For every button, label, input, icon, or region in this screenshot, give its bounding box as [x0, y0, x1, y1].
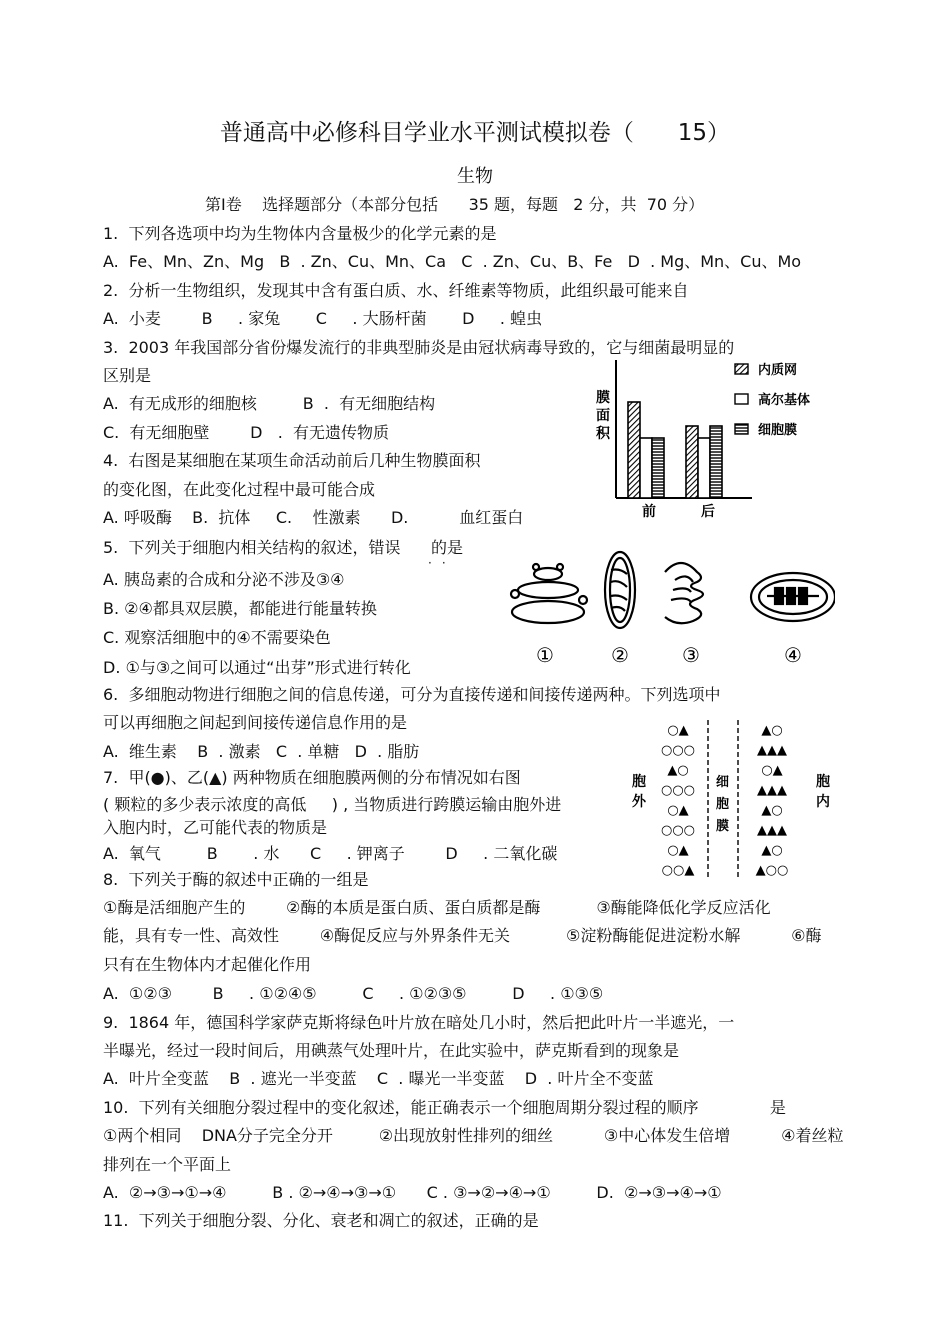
page-title: 普通高中必修科目学业水平测试模拟卷（ 15）: [219, 120, 731, 146]
label-membrane-char-1: 细: [716, 775, 730, 790]
question-4-stem: 4. 右图是某细胞在某项生命活动前后几种生物膜面积: [103, 451, 481, 470]
question-1-stem: 1. 下列各选项中均为生物体内含量极少的化学元素的是: [103, 224, 497, 243]
outside-particle-row: ○○▲: [661, 863, 695, 878]
question-7-stem-cont2: 入胞内时，乙可能代表的物质是: [103, 818, 328, 837]
subject-heading: 生物: [457, 166, 493, 187]
membrane-distribution-diagram: [622, 716, 834, 884]
question-8-item-line1: ①酶是活细胞产生的 ②酶的本质是蛋白质、蛋白质都是酶 ③酶能降低化学反应活化: [103, 898, 771, 917]
organelle-diagram: [505, 542, 835, 670]
label-inside-char-2: 内: [816, 794, 830, 810]
inside-particle-row: ▲▲▲: [757, 743, 787, 758]
bar-er-after: [686, 426, 698, 498]
question-9-options: A. 叶片全变蓝 B . 遮光一半变蓝 C . 曝光一半变蓝 D . 叶片全不变蓝: [103, 1069, 654, 1088]
question-7-stem-cont: ( 颗粒的多少表示浓度的高低 ) , 当物质进行跨膜运输由胞外进: [103, 795, 562, 814]
chart-ylabel-char-3: 积: [596, 426, 610, 442]
question-11-stem: 11. 下列关于细胞分裂、分化、衰老和凋亡的叙述，正确的是: [103, 1211, 539, 1230]
question-1-options: A. Fe、Mn、Zn、Mg B . Zn、Cu、Mn、Ca C . Zn、Cu、B、Fe D . Mg、Mn、Cu、Mo: [103, 252, 802, 271]
legend-swatch-golgi: [735, 394, 748, 404]
label-outside-char-2: 外: [632, 794, 646, 810]
inside-particle-row: ▲▲▲: [757, 823, 787, 838]
label-outside-char-1: 胞: [632, 774, 646, 790]
question-8-options: A. ①②③ B . ①②④⑤ C . ①②③⑤ D . ①③⑤: [103, 984, 604, 1003]
inside-particle-row: ▲○: [761, 803, 783, 818]
question-5-stem: 5. 下列关于细胞内相关结构的叙述，错误 的是: [103, 538, 463, 557]
question-4-stem-cont: 的变化图，在此变化过程中最可能合成: [103, 480, 376, 499]
bar-er-before: [628, 402, 640, 498]
outside-particle-row: ▲○: [667, 763, 689, 778]
question-5-option-d: D. ①与③之间可以通过“出芽”形式进行转化: [103, 658, 411, 677]
question-3-stem: 3. 2003 年我国部分省份爆发流行的非典型肺炎是由冠状病毒导致的，它与细菌最明显的: [103, 338, 735, 357]
inside-particle-row: ▲○○: [755, 863, 789, 878]
organelle-2-mitochondrion-icon: [605, 552, 635, 628]
inside-particle-row: ○▲: [761, 763, 783, 778]
organelle-1-golgi-icon: [511, 564, 587, 623]
membrane-area-bar-chart: [580, 352, 840, 524]
organelle-label-3: ③: [682, 643, 700, 667]
legend-label-er: 内质网: [758, 363, 798, 378]
question-5-option-c: C. 观察活细胞中的④不需要染色: [103, 628, 331, 647]
chart-category-label-after: 后: [701, 504, 715, 520]
bar-plasma-membrane-after: [710, 426, 722, 498]
legend-label-golgi: 高尔基体: [758, 393, 811, 408]
bar-golgi-before: [640, 438, 652, 498]
outside-particle-row: ○○○: [660, 823, 696, 838]
organelle-4-chloroplast-icon: [751, 573, 835, 621]
question-5-option-b: B. ②④都具双层膜，都能进行能量转换: [103, 599, 377, 618]
chart-bars: [628, 402, 722, 498]
question-6-stem: 6. 多细胞动物进行细胞之间的信息传递，可分为直接传递和间接传递两种。下列选项中: [103, 685, 721, 704]
question-8-stem: 8. 下列关于酶的叙述中正确的一组是: [103, 870, 369, 889]
question-2-stem: 2. 分析一生物组织，发现其中含有蛋白质、水、纤维素等物质，此组织最可能来自: [103, 281, 689, 300]
question-2-options: A. 小麦 B . 家兔 C . 大肠杆菌 D . 蝗虫: [103, 309, 543, 328]
outside-particles: [661, 723, 695, 878]
label-inside-char-1: 胞: [816, 774, 830, 790]
question-10-items-cont: 排列在一个平面上: [103, 1155, 232, 1174]
question-3-stem-cont: 区别是: [103, 366, 152, 385]
inside-particles: [756, 723, 789, 878]
question-7-options: A. 氧气 B . 水 C . 钾离子 D . 二氧化碳: [103, 844, 558, 863]
label-membrane-char-3: 膜: [716, 819, 730, 834]
emphasis-dots: ··: [428, 556, 456, 570]
organelle-label-1: ①: [536, 643, 554, 667]
question-5-option-a: A. 胰岛素的合成和分泌不涉及③④: [103, 570, 345, 589]
organelle-3-er-icon: [665, 563, 703, 623]
question-3-options-cd: C. 有无细胞壁 D . 有无遗传物质: [103, 423, 389, 442]
chart-ylabel-char-2: 面: [596, 408, 610, 424]
bar-plasma-membrane-before: [652, 438, 664, 498]
question-10-items: ①两个相同 DNA分子完全分开 ②出现放射性排列的细丝 ③中心体发生倍增 ④着丝粒: [103, 1126, 844, 1145]
inside-particle-row: ▲○: [761, 723, 783, 738]
inside-particle-row: ▲▲▲: [757, 783, 787, 798]
question-6-options: A. 维生素 B . 激素 C . 单糖 D . 脂肪: [103, 742, 420, 761]
outside-particle-row: ○▲: [667, 803, 689, 818]
question-10-stem: 10. 下列有关细胞分裂过程中的变化叙述，能正确表示一个细胞周期分裂过程的顺序 是: [103, 1098, 786, 1117]
chart-ylabel-char-1: 膜: [596, 390, 610, 406]
chart-category-label-before: 前: [642, 504, 656, 520]
label-membrane-char-2: 胞: [716, 797, 730, 812]
bar-golgi-after: [698, 438, 710, 498]
legend-swatch-plasma-membrane: [735, 424, 748, 434]
question-9-stem: 9. 1864 年，德国科学家萨克斯将绿色叶片放在暗处几小时，然后把此叶片一半遮光，一: [103, 1013, 735, 1032]
outside-particle-row: ○▲: [667, 723, 689, 738]
question-7-stem: 7. 甲(●)、乙(▲) 两种物质在细胞膜两侧的分布情况如右图: [103, 768, 521, 787]
outside-particle-row: ○○○: [660, 743, 696, 758]
organelle-label-2: ②: [611, 643, 629, 667]
question-10-options: A. ②→③→①→④ B . ②→④→③→① C . ③→②→④→① D. ②→③→④→①: [103, 1183, 722, 1202]
question-8-item-line3: 只有在生物体内才起催化作用: [103, 955, 312, 974]
question-3-options-ab: A. 有无成形的细胞核 B . 有无细胞结构: [103, 394, 436, 413]
question-9-stem-cont: 半曝光，经过一段时间后，用碘蒸气处理叶片，在此实验中，萨克斯看到的现象是: [103, 1041, 680, 1060]
outside-particle-row: ○▲: [667, 843, 689, 858]
organelle-label-4: ④: [784, 643, 802, 667]
legend-swatch-er: [735, 364, 748, 374]
section-heading: 第Ⅰ卷 选择题部分（本部分包括 35 题，每题 2 分，共 70 分）: [205, 195, 705, 214]
outside-particle-row: ○○○: [660, 783, 696, 798]
legend-label-plasma-membrane: 细胞膜: [758, 423, 798, 438]
question-8-item-line2: 能，具有专一性、高效性 ④酶促反应与外界条件无关 ⑤淀粉酶能促进淀粉水解 ⑥酶: [103, 926, 822, 945]
question-4-options: A. 呼吸酶 B. 抗体 C. 性激素 D. 血红蛋白: [103, 508, 524, 527]
question-6-stem-cont: 可以再细胞之间起到间接传递信息作用的是: [103, 713, 408, 732]
inside-particle-row: ▲○: [761, 843, 783, 858]
